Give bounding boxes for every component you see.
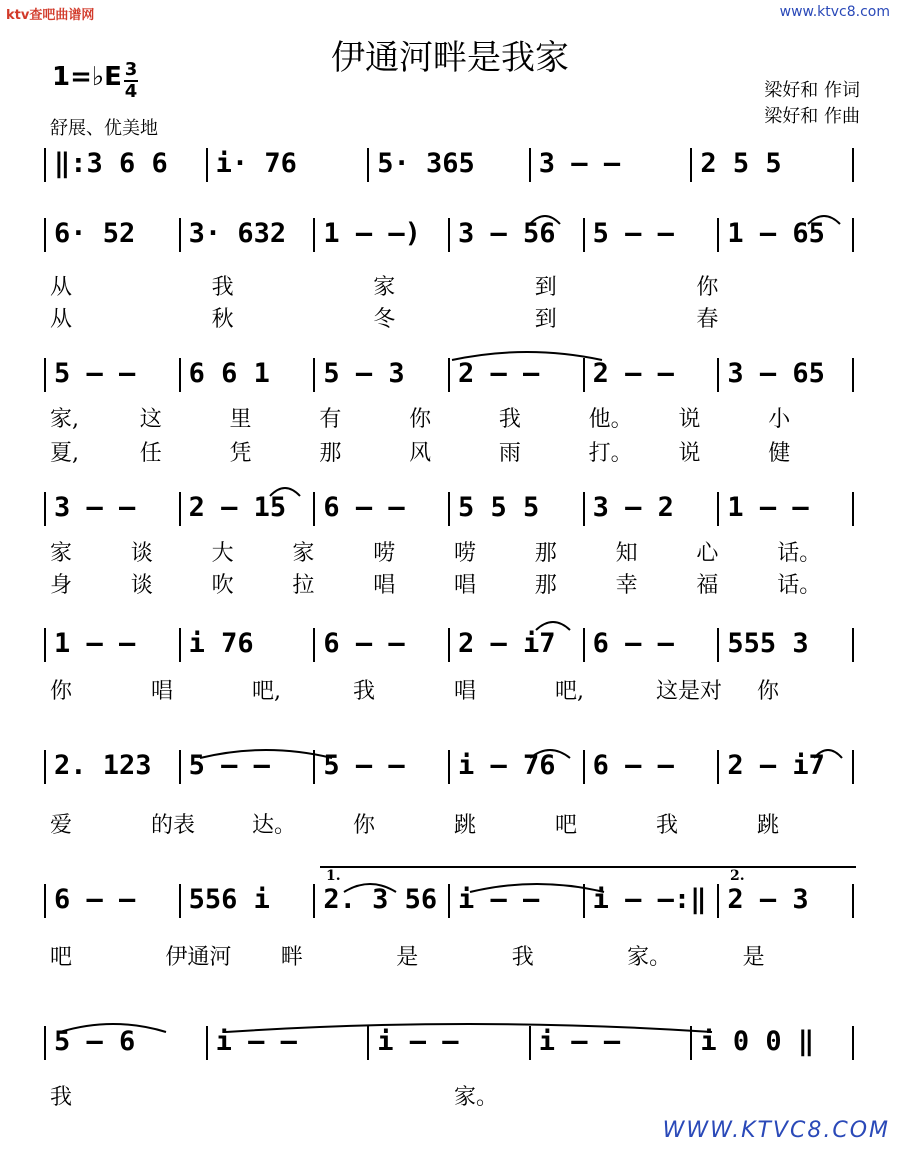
measure-notes: 2 – – <box>592 358 674 389</box>
lyric-syllable: 唱 <box>373 573 396 598</box>
lyric-syllable: 说 <box>678 407 701 432</box>
lyric-syllable: 你 <box>696 275 719 300</box>
lyricist-credit: 梁好和 作词 <box>764 80 860 101</box>
lyric-syllable: 达。 <box>252 813 297 838</box>
lyric-syllable: 家 <box>373 275 396 300</box>
lyric-syllable: 跳 <box>454 813 477 838</box>
measure-notes: 1 – – <box>54 628 136 659</box>
measure-notes: 3 – – <box>538 148 621 179</box>
watermark-footer: WWW.KTVC8.COM <box>662 1118 890 1143</box>
lyric-syllable: 到 <box>534 275 557 300</box>
measure-notes: 5 – – <box>54 358 136 389</box>
slur-arc <box>226 1024 712 1032</box>
measure-notes: 6· 52 <box>54 218 136 249</box>
measure-notes: 6 – – <box>323 492 405 523</box>
measure-notes: 6 – – <box>592 628 674 659</box>
lyric-syllable: 你 <box>353 813 376 838</box>
measure-notes: 2 5 5 <box>700 148 782 179</box>
lyric-syllable: 这 <box>139 407 162 432</box>
lyric-syllable: 家。 <box>627 945 672 970</box>
lyric-syllable: 健 <box>768 441 791 466</box>
measure-notes: ‖:3 6 6 <box>54 148 168 179</box>
measure-notes: 2 – 15 <box>188 492 287 523</box>
song-title: 伊通河畔是我家 <box>331 38 569 78</box>
lyric-syllable: 唱 <box>151 679 174 704</box>
measure-notes: 6 6 1 <box>188 358 270 389</box>
lyric-syllable: 任 <box>139 441 162 466</box>
measure-notes: 5 – – <box>323 750 405 781</box>
measure-notes: 2 – i7 <box>727 750 825 781</box>
measure-notes: 1 – – <box>727 492 809 523</box>
slur-arc <box>200 750 332 758</box>
lyric-syllable: 是 <box>396 945 419 970</box>
measure-notes: 3 – – <box>54 492 136 523</box>
lyric-syllable: 吧, <box>555 679 584 704</box>
volta-first-ending: 1. <box>326 868 341 884</box>
measure-notes: 555 3 <box>727 628 809 659</box>
lyric-syllable: 唠 <box>454 541 477 566</box>
lyric-syllable: 幸 <box>615 573 638 598</box>
measure-notes: i 76 <box>188 628 254 659</box>
lyric-syllable: 那 <box>534 573 557 598</box>
lyric-syllable: 话。 <box>777 573 822 598</box>
tempo-marking: 舒展、优美地 <box>50 118 158 139</box>
measure-notes: 6 – – <box>323 628 405 659</box>
lyric-syllable: 里 <box>229 407 252 432</box>
measure-notes: 2 – i7 <box>458 628 556 659</box>
measure-notes: 556 i <box>188 884 270 915</box>
lyric-syllable: 吧, <box>252 679 281 704</box>
measure-notes: 5 – 3 <box>323 358 405 389</box>
lyric-syllable: 家。 <box>454 1085 499 1110</box>
measure-notes: 5 5 5 <box>458 492 540 523</box>
measure-notes: i – – <box>377 1026 459 1057</box>
lyric-syllable: 伊通河 <box>165 945 232 970</box>
lyric-syllable: 从 <box>50 275 73 300</box>
measure-notes: 1 – –) <box>323 218 421 249</box>
lyric-syllable: 到 <box>534 307 557 332</box>
measure-notes: 5 – 6 <box>54 1026 136 1057</box>
lyric-syllable: 从 <box>50 307 73 332</box>
watermark-right: www.ktvc8.com <box>779 4 890 20</box>
lyric-syllable: 你 <box>50 679 73 704</box>
measure-notes: i – – <box>538 1026 621 1057</box>
lyric-syllable: 冬 <box>373 307 396 332</box>
lyric-syllable: 凭 <box>229 441 252 466</box>
lyric-syllable: 家 <box>292 541 315 566</box>
measure-notes: 5 – – <box>188 750 270 781</box>
measure-notes: 6 – – <box>592 750 674 781</box>
volta-second-ending: 2. <box>730 868 745 884</box>
lyric-syllable: 这是对 <box>656 679 723 704</box>
lyric-syllable: 我 <box>211 275 234 300</box>
slur-arc <box>344 884 396 892</box>
slur-arc <box>814 750 842 758</box>
lyric-syllable: 畔 <box>280 945 303 970</box>
slur-arc <box>470 884 604 892</box>
measure-notes: 2 – 3 <box>727 884 809 915</box>
lyric-syllable: 秋 <box>211 307 234 332</box>
measure-notes: 3 – 2 <box>592 492 674 523</box>
lyric-syllable: 你 <box>757 679 780 704</box>
key-signature: 1=♭E <box>52 62 122 92</box>
slur-arc <box>536 622 570 630</box>
lyric-syllable: 话。 <box>777 541 822 566</box>
measure-notes: 1 – 65 <box>727 218 825 249</box>
lyric-syllable: 谈 <box>130 541 153 566</box>
lyric-syllable: 春 <box>696 307 719 332</box>
lyric-syllable: 我 <box>511 945 534 970</box>
slur-arc <box>270 488 300 496</box>
lyric-syllable: 我 <box>353 679 376 704</box>
measure-notes: 2. 123 <box>54 750 152 781</box>
lyric-syllable: 唱 <box>454 679 477 704</box>
lyric-syllable: 拉 <box>292 573 315 598</box>
lyric-syllable: 那 <box>534 541 557 566</box>
lyric-syllable: 那 <box>319 441 342 466</box>
measure-notes: i 0 0 ‖ <box>700 1026 815 1057</box>
lyric-syllable: 心 <box>696 541 719 566</box>
lyric-syllable: 夏, <box>50 441 79 466</box>
slur-arc <box>530 750 570 758</box>
measure-notes: i· 76 <box>215 148 297 179</box>
measure-notes: i – 76 <box>458 750 556 781</box>
lyric-syllable: 福 <box>696 573 719 598</box>
measure-notes: 2 – – <box>458 358 540 389</box>
measure-notes: i – – <box>458 884 540 915</box>
lyric-syllable: 吧 <box>50 945 73 970</box>
lyric-syllable: 小 <box>768 407 791 432</box>
composer-credit: 梁好和 作曲 <box>764 106 860 127</box>
lyric-syllable: 知 <box>615 541 638 566</box>
lyric-syllable: 有 <box>319 407 342 432</box>
slur-arc <box>452 352 602 360</box>
lyric-syllable: 谈 <box>130 573 153 598</box>
lyric-syllable: 唱 <box>454 573 477 598</box>
lyric-syllable: 我 <box>656 813 679 838</box>
measure-notes: 6 – – <box>54 884 136 915</box>
time-top: 3 <box>124 59 138 80</box>
slur-arc <box>530 216 560 224</box>
slur-arc <box>60 1024 166 1032</box>
lyric-syllable: 跳 <box>757 813 780 838</box>
lyric-syllable: 打。 <box>588 441 633 466</box>
lyric-syllable: 大 <box>211 541 234 566</box>
lyric-syllable: 爱 <box>50 813 73 838</box>
measure-notes: 5· 365 <box>377 148 475 179</box>
lyric-syllable: 说 <box>678 441 701 466</box>
lyric-syllable: 家, <box>50 407 79 432</box>
lyric-syllable: 的表 <box>151 813 196 838</box>
lyric-syllable: 他。 <box>588 407 633 432</box>
lyric-syllable: 风 <box>409 441 432 466</box>
time-bottom: 4 <box>124 81 138 102</box>
measure-notes: 5 – – <box>592 218 674 249</box>
lyric-syllable: 你 <box>409 407 432 432</box>
measure-notes: 3 – 65 <box>727 358 825 389</box>
measure-notes: i – –:‖ <box>592 884 707 915</box>
lyric-syllable: 我 <box>498 407 521 432</box>
lyric-syllable: 身 <box>50 573 73 598</box>
lyric-syllable: 是 <box>742 945 765 970</box>
lyric-syllable: 吧 <box>555 813 578 838</box>
measure-notes: 2. 3 56 <box>323 884 438 915</box>
lyric-syllable: 家 <box>50 541 73 566</box>
measure-notes: i – – <box>215 1026 297 1057</box>
lyric-syllable: 唠 <box>373 541 396 566</box>
lyric-syllable: 我 <box>50 1085 73 1110</box>
lyric-syllable: 雨 <box>498 441 521 466</box>
watermark-left: ktv查吧曲谱网 <box>6 8 95 23</box>
measure-notes: 3 – 56 <box>458 218 556 249</box>
slur-arc <box>808 216 840 224</box>
measure-notes: 3· 632 <box>188 218 287 249</box>
lyric-syllable: 吹 <box>211 573 234 598</box>
